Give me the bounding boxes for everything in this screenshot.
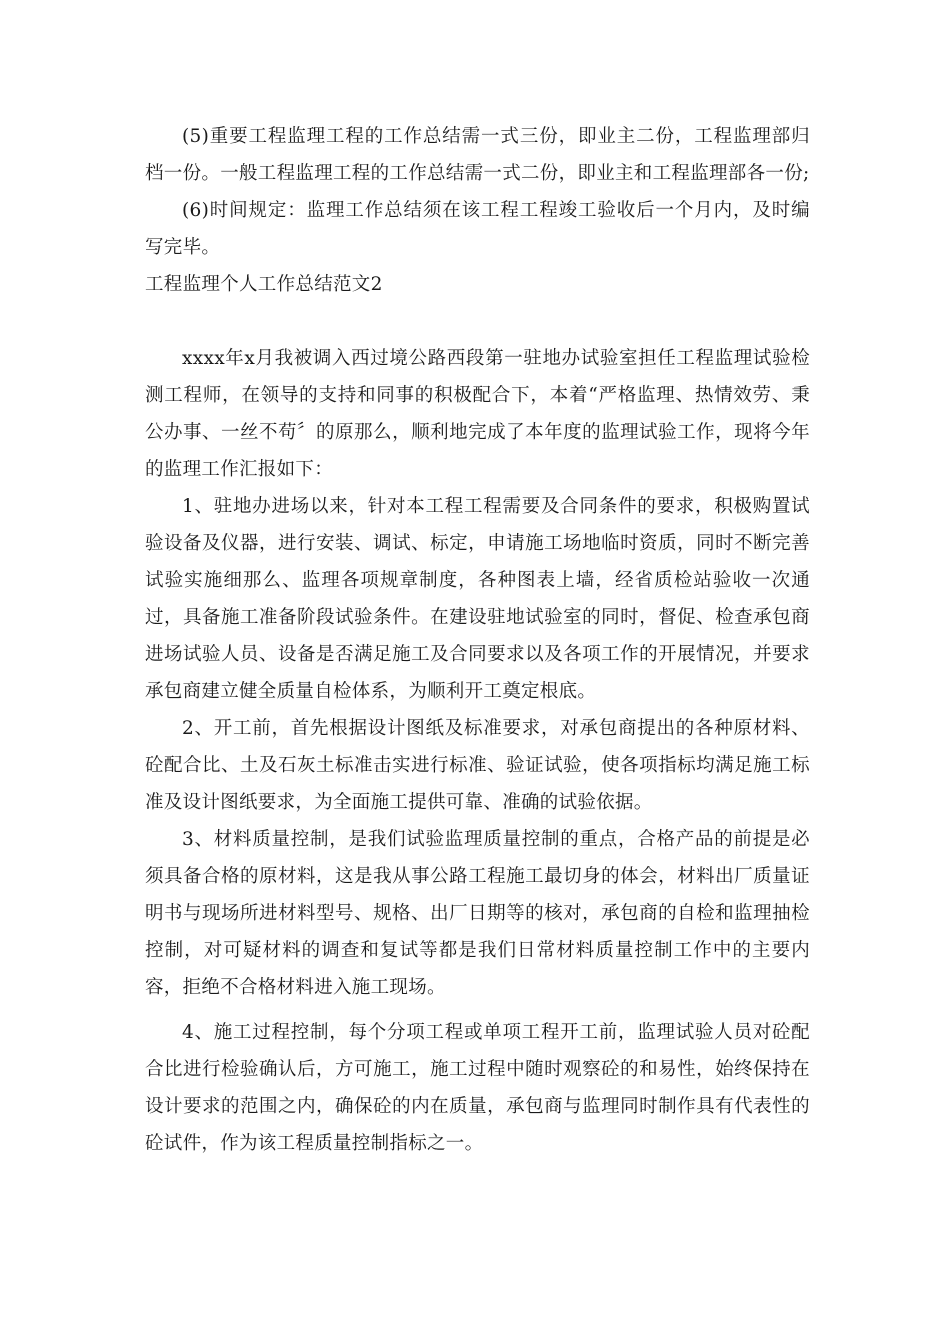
paragraph-point-2: 2、开工前，首先根据设计图纸及标准要求，对承包商提出的各种原材料、砼配合比、土及石灰土标准击实进行标准、验证试验，使各项指标均满足施工标准及设计图纸要求，为全面施工提供可靠、准确的试验依据。 — [145, 718, 810, 813]
paragraph-intro: xxxx年x月我被调入西过境公路西段第一驻地办试验室担任工程监理试验检测工程师，在领导的支持和同事的积极配合下，本着“严格监理、热情效劳、秉公办事、一丝不苟〞的原那么，顺利地完成了本年度的监理试验工作，现将今年的监理工作汇报如下： — [145, 348, 810, 480]
paragraph-point-3: 3、材料质量控制，是我们试验监理质量控制的重点，合格产品的前提是必须具备合格的原材料，这是我从事公路工程施工最切身的体会，材料出厂质量证明书与现场所进材料型号、规格、出厂日期等的核对，承包商的自检和监理抽检控制，对可疑材料的调查和复试等都是我们日常材料质量控制工作中的主要内容，拒绝不合格材料进入施工现场。 — [145, 829, 810, 998]
spacer — [145, 1006, 810, 1014]
paragraph-item-6: (6)时间规定：监理工作总结须在该工程工程竣工验收后一个月内，及时编写完毕。 — [145, 200, 810, 258]
blank-line — [145, 303, 810, 340]
section-heading: 工程监理个人工作总结范文2 — [145, 274, 383, 295]
paragraph-point-4: 4、施工过程控制，每个分项工程或单项工程开工前，监理试验人员对砼配合比进行检验确认后，方可施工，施工过程中随时观察砼的和易性，始终保持在设计要求的范围之内，确保砼的内在质量，承包商与监理同时制作具有代表性的砼试件，作为该工程质量控制指标之一。 — [145, 1022, 810, 1154]
paragraph-point-1: 1、驻地办进场以来，针对本工程工程需要及合同条件的要求，积极购置试验设备及仪器，进行安装、调试、标定，申请施工场地临时资质，同时不断完善试验实施细那么、监理各项规章制度，各种图表上墙，经省质检站验收一次通过，具备施工准备阶段试验条件。在建设驻地试验室的同时，督促、检查承包商进场试验人员、设备是否满足施工及合同要求以及各项工作的开展情况，并要求承包商建立健全质量自检体系，为顺利开工奠定根底。 — [145, 496, 810, 702]
document-body — [145, 118, 810, 1162]
paragraph-item-5: (5)重要工程监理工程的工作总结需一式三份，即业主二份，工程监理部归档一份。一般工程监理工程的工作总结需一式二份，即业主和工程监理部各一份; — [145, 126, 810, 184]
